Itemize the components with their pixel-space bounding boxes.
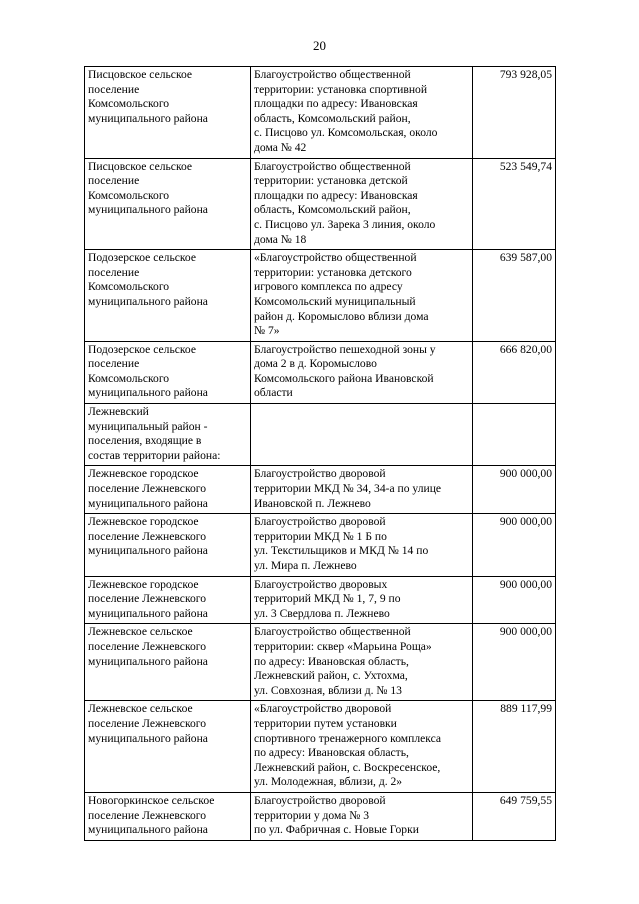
description-cell	[251, 624, 473, 701]
description-line: ул. Текстильщиков и МКД № 14 по	[254, 544, 429, 558]
description-line: территории: установка спортивной	[254, 82, 428, 96]
description-line: область, Комсомольский район,	[254, 203, 411, 217]
recipient-line: Лежневское городское	[88, 467, 199, 481]
description-line: территории: установка детского	[254, 265, 412, 279]
description-line: Лежневский район, с. Ухтохма,	[254, 669, 408, 683]
recipient-line: Лежневское сельское	[88, 625, 193, 639]
table-row	[85, 67, 556, 159]
recipient-line: муниципального района	[88, 823, 208, 837]
district-header-row	[85, 404, 556, 466]
description-line: район д. Коромыслово вблизи дома	[254, 309, 429, 323]
table-row	[85, 466, 556, 514]
description-line: области	[254, 386, 293, 400]
amount-cell: 900 000,00	[473, 514, 556, 576]
description-line: территории МКД № 34, 34-а по улице	[254, 482, 442, 496]
amount-cell: 900 000,00	[473, 576, 556, 624]
table-row	[85, 341, 556, 403]
recipient-line: Комсомольского	[88, 371, 170, 385]
description-line: площадки по адресу: Ивановская	[254, 97, 418, 111]
description-cell	[251, 67, 473, 159]
recipient-line: Комсомольского	[88, 97, 170, 111]
recipient-cell	[85, 341, 251, 403]
description-line: Благоустройство общественной	[254, 159, 411, 173]
amount-cell	[473, 404, 556, 466]
description-line: Благоустройство дворовой	[254, 467, 386, 481]
recipient-line: муниципального района	[88, 654, 208, 668]
recipient-line: муниципального района	[88, 294, 208, 308]
description-line: территории у дома № 3	[254, 808, 370, 822]
description-line: ул. Мира п. Лежнево	[254, 559, 357, 572]
description-line: ул. Молодежная, вблизи, д. 2»	[254, 775, 403, 789]
recipient-line: поселение Лежневского	[88, 639, 207, 653]
description-cell	[251, 514, 473, 576]
recipient-cell	[85, 67, 251, 159]
recipient-line: муниципального района	[88, 606, 208, 620]
table-row	[85, 624, 556, 701]
recipient-line: поселение Лежневского	[88, 808, 207, 822]
recipient-cell	[85, 466, 251, 514]
description-line: с. Писцово ул. Комсомольская, около	[254, 126, 438, 140]
table-row	[85, 514, 556, 576]
recipient-line: Писцовское сельское	[88, 68, 193, 81]
description-line: «Благоустройство общественной	[254, 251, 417, 265]
description-line: дома № 18	[254, 232, 307, 246]
description-line: по адресу: Ивановская область,	[254, 746, 409, 760]
description-line: Лежневский район, с. Воскресенское,	[254, 760, 441, 774]
amount-cell: 649 759,55	[473, 792, 556, 840]
recipient-line: поселение Лежневского	[88, 592, 207, 606]
table-row	[85, 701, 556, 793]
description-cell	[251, 701, 473, 793]
description-line: Благоустройство дворовой	[254, 793, 386, 807]
recipient-line: Подозерское сельское	[88, 251, 197, 265]
description-line: по ул. Фабричная с. Новые Горки	[254, 823, 419, 837]
table-row	[85, 158, 556, 250]
recipient-line: муниципальный район -	[88, 419, 208, 433]
description-line: «Благоустройство дворовой	[254, 702, 392, 716]
amount-cell: 900 000,00	[473, 624, 556, 701]
subsidy-table-body	[85, 67, 556, 841]
description-cell	[251, 404, 473, 466]
recipient-cell	[85, 792, 251, 840]
recipient-line: поселение	[88, 82, 140, 96]
page-number: 20	[313, 38, 326, 53]
amount-cell: 666 820,00	[473, 341, 556, 403]
table-row	[85, 250, 556, 342]
recipient-line: состав территории района:	[88, 448, 221, 462]
recipient-line: поселение Лежневского	[88, 482, 207, 496]
recipient-line: муниципального района	[88, 496, 208, 510]
description-line: дома № 42	[254, 140, 307, 154]
description-cell	[251, 576, 473, 624]
description-line: игрового комплекса по адресу	[254, 280, 403, 294]
description-cell	[251, 341, 473, 403]
recipient-line: муниципального района	[88, 544, 208, 558]
description-line: дома 2 в д. Коромыслово	[254, 357, 377, 371]
description-line: ул. 3 Свердлова п. Лежнево	[254, 606, 390, 620]
recipient-line: поселение	[88, 174, 140, 188]
recipient-line: Писцовское сельское	[88, 159, 193, 173]
description-line: область, Комсомольский район,	[254, 111, 411, 125]
recipient-cell	[85, 250, 251, 342]
description-line: Благоустройство дворовых	[254, 577, 388, 591]
description-line: с. Писцово ул. Зарека 3 линия, около	[254, 217, 436, 231]
recipient-line: Комсомольского	[88, 188, 170, 202]
amount-cell: 639 587,00	[473, 250, 556, 342]
description-line: площадки по адресу: Ивановская	[254, 188, 418, 202]
recipient-line: муниципального района	[88, 731, 208, 745]
description-line: территорий МКД № 1, 7, 9 по	[254, 592, 401, 606]
description-line: по адресу: Ивановская область,	[254, 654, 409, 668]
description-line: территории: установка детской	[254, 174, 408, 188]
description-line: территории путем установки	[254, 716, 397, 730]
recipient-line: Лежневское сельское	[88, 702, 193, 716]
recipient-line: муниципального района	[88, 386, 208, 400]
recipient-line: Комсомольского	[88, 280, 170, 294]
recipient-line: Лежневское городское	[88, 515, 199, 529]
recipient-cell	[85, 158, 251, 250]
recipient-line: поселение	[88, 265, 140, 279]
description-line: Ивановской п. Лежнево	[254, 496, 371, 510]
description-line: Благоустройство пешеходной зоны у	[254, 342, 436, 356]
recipient-cell	[85, 404, 251, 466]
description-cell	[251, 466, 473, 514]
description-line: Комсомольского района Ивановской	[254, 371, 434, 385]
amount-cell: 900 000,00	[473, 466, 556, 514]
recipient-line: Лежневский	[88, 405, 149, 419]
description-line: Комсомольский муниципальный	[254, 294, 416, 308]
table-row	[85, 792, 556, 840]
amount-cell: 793 928,05	[473, 67, 556, 159]
recipient-cell	[85, 624, 251, 701]
recipient-line: муниципального района	[88, 203, 208, 217]
amount-cell: 889 117,99	[473, 701, 556, 793]
description-cell	[251, 250, 473, 342]
recipient-cell	[85, 701, 251, 793]
amount-cell: 523 549,74	[473, 158, 556, 250]
description-line: территории МКД № 1 Б по	[254, 529, 387, 543]
description-line: спортивного тренажерного комплекса	[254, 731, 442, 745]
recipient-line: Новогоркинское сельское	[88, 793, 215, 807]
recipient-cell	[85, 514, 251, 576]
description-line: территории: сквер «Марьина Роща»	[254, 639, 432, 653]
description-line: Благоустройство дворовой	[254, 515, 386, 529]
recipient-line: поселение Лежневского	[88, 529, 207, 543]
recipient-line: муниципального района	[88, 111, 208, 125]
recipient-line: поселения, входящие в	[88, 434, 202, 448]
table-row	[85, 576, 556, 624]
description-line: Благоустройство общественной	[254, 625, 411, 639]
recipient-line: Подозерское сельское	[88, 342, 197, 356]
recipient-cell	[85, 576, 251, 624]
description-cell	[251, 792, 473, 840]
description-line: Благоустройство общественной	[254, 68, 411, 81]
description-line: № 7»	[254, 324, 280, 338]
recipient-line: Лежневское городское	[88, 577, 199, 591]
recipient-line: поселение	[88, 357, 140, 371]
description-cell	[251, 158, 473, 250]
description-line: ул. Совхозная, вблизи д. № 13	[254, 683, 402, 697]
recipient-line: поселение Лежневского	[88, 716, 207, 730]
subsidy-table	[84, 66, 556, 841]
